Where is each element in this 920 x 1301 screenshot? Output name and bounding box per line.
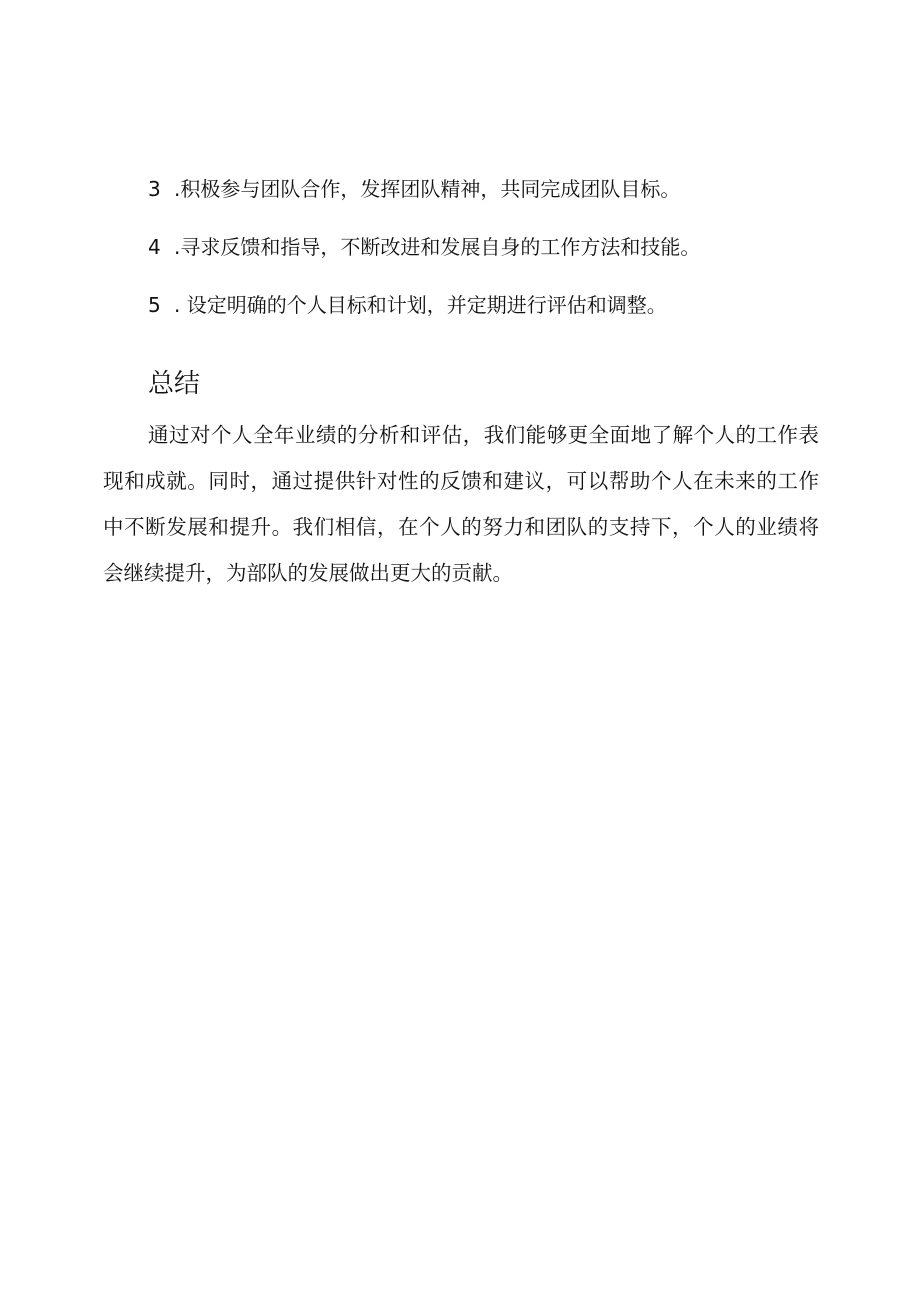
summary-paragraph: 通过对个人全年业绩的分析和评估，我们能够更全面地了解个人的工作表现和成就。同时，通过提供针对性的反馈和建议，可以帮助个人在未来的工作中不断发展和提升。我们相信，在个人的努力和团队的支持下，个人的业绩将会继续提升，为部队的发展做出更大的贡献。 [103, 423, 819, 585]
list-item [148, 288, 848, 346]
list-item [148, 230, 848, 288]
list-item-text: . 设定明确的个人目标和计划，并定期进行评估和调整。 [174, 293, 667, 317]
list-item-text: .寻求反馈和指导，不断改进和发展自身的工作方法和技能。 [174, 235, 701, 259]
list-item-number: 4 [148, 235, 161, 259]
section-heading: 总结 [148, 369, 201, 399]
list-item-text: .积极参与团队合作，发挥团队精神，共同完成团队目标。 [174, 177, 681, 201]
numbered-list [148, 172, 848, 346]
list-item-number: 3 [148, 177, 161, 201]
list-item-number: 5 [148, 293, 161, 317]
list-item [148, 172, 848, 230]
